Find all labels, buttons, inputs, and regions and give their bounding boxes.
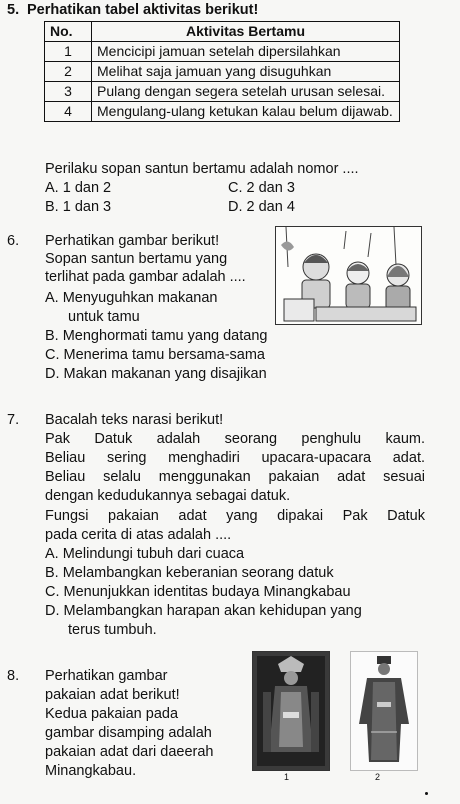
q5-question: Perilaku sopan santun bertamu adalah nomor .... <box>45 161 359 177</box>
table-cell-activity: Mengulang-ulang ketukan kalau belum dijawab. <box>92 102 400 122</box>
q8-line: pakaian adat dari daeerah <box>45 744 214 760</box>
table-header-row <box>45 22 400 42</box>
table-row <box>45 102 400 122</box>
guests-illustration <box>275 226 422 325</box>
q5-option-c[interactable]: C. 2 dan 3 <box>228 180 295 196</box>
q6-option-a[interactable]: A. Menyuguhkan makanan <box>45 290 218 306</box>
q8-line: Kedua pakaian pada <box>45 706 179 722</box>
table-cell-no: 4 <box>45 102 92 122</box>
table-header-no: No. <box>45 22 92 42</box>
table-cell-activity: Pulang dengan segera setelah urusan selesai. <box>92 82 400 102</box>
q5-option-b[interactable]: B. 1 dan 3 <box>45 199 112 215</box>
q8-line: Minangkabau. <box>45 763 137 779</box>
q6-line: terlihat pada gambar adalah .... <box>45 269 246 285</box>
q7-passage-line: pada cerita di atas adalah .... <box>45 527 232 543</box>
table-row <box>45 42 400 62</box>
q6-option-c[interactable]: C. Menerima tamu bersama-sama <box>45 347 265 363</box>
ink-dot <box>425 792 428 795</box>
q7-number: 7. <box>7 412 20 428</box>
q6-line: Perhatikan gambar berikut! <box>45 233 220 249</box>
q5-option-a[interactable]: A. 1 dan 2 <box>45 180 112 196</box>
q7-stem: Bacalah teks narasi berikut! <box>45 412 224 428</box>
q7-passage-line: Fungsi pakaian adat yang dipakai Pak Datuk <box>45 508 425 524</box>
q7-passage-line: Beliau sering menghadiri upacara-upacara adat. <box>45 450 425 466</box>
q5-option-d[interactable]: D. 2 dan 4 <box>228 199 295 215</box>
q5-stem: Perhatikan tabel aktivitas berikut! <box>27 2 259 18</box>
q7-passage-line: dengan kedudukannya sebagai datuk. <box>45 488 291 504</box>
q7-option-a[interactable]: A. Melindungi tubuh dari cuaca <box>45 546 245 562</box>
q5-number: 5. <box>7 2 20 18</box>
table-cell-no: 1 <box>45 42 92 62</box>
table-cell-no: 2 <box>45 62 92 82</box>
table-header-activity: Aktivitas Bertamu <box>92 22 400 42</box>
table-cell-no: 3 <box>45 82 92 102</box>
photo-1-label: 1 <box>284 772 290 782</box>
table-row <box>45 82 400 102</box>
activity-table <box>44 21 400 122</box>
q8-line: gambar disamping adalah <box>45 725 212 741</box>
q8-number: 8. <box>7 668 20 684</box>
q7-passage-line: Pak Datuk adalah seorang penghulu kaum. <box>45 431 425 447</box>
q7-option-c[interactable]: C. Menunjukkan identitas budaya Minangkabau <box>45 584 351 600</box>
q6-option-b[interactable]: B. Menghormati tamu yang datang <box>45 328 268 344</box>
q6-option-d[interactable]: D. Makan makanan yang disajikan <box>45 366 267 382</box>
q7-option-d-continuation: terus tumbuh. <box>68 622 157 638</box>
q6-line: Sopan santun bertamu yang <box>45 251 228 267</box>
q8-line: pakaian adat berikut! <box>45 687 180 703</box>
traditional-clothing-photo-1 <box>252 651 330 771</box>
table-cell-activity: Melihat saja jamuan yang disuguhkan <box>92 62 400 82</box>
q7-option-b[interactable]: B. Melambangkan keberanian seorang datuk <box>45 565 334 581</box>
table-row <box>45 62 400 82</box>
q6-option-a-continuation: untuk tamu <box>68 309 140 325</box>
photo-2-label: 2 <box>375 772 381 782</box>
traditional-clothing-photo-2 <box>350 651 418 771</box>
q7-option-d[interactable]: D. Melambangkan harapan akan kehidupan yang <box>45 603 362 619</box>
q7-passage-line: Beliau selalu menggunakan pakaian adat sesuai <box>45 469 425 485</box>
table-cell-activity: Mencicipi jamuan setelah dipersilahkan <box>92 42 400 62</box>
q6-number: 6. <box>7 233 20 249</box>
q8-line: Perhatikan gambar <box>45 668 168 684</box>
